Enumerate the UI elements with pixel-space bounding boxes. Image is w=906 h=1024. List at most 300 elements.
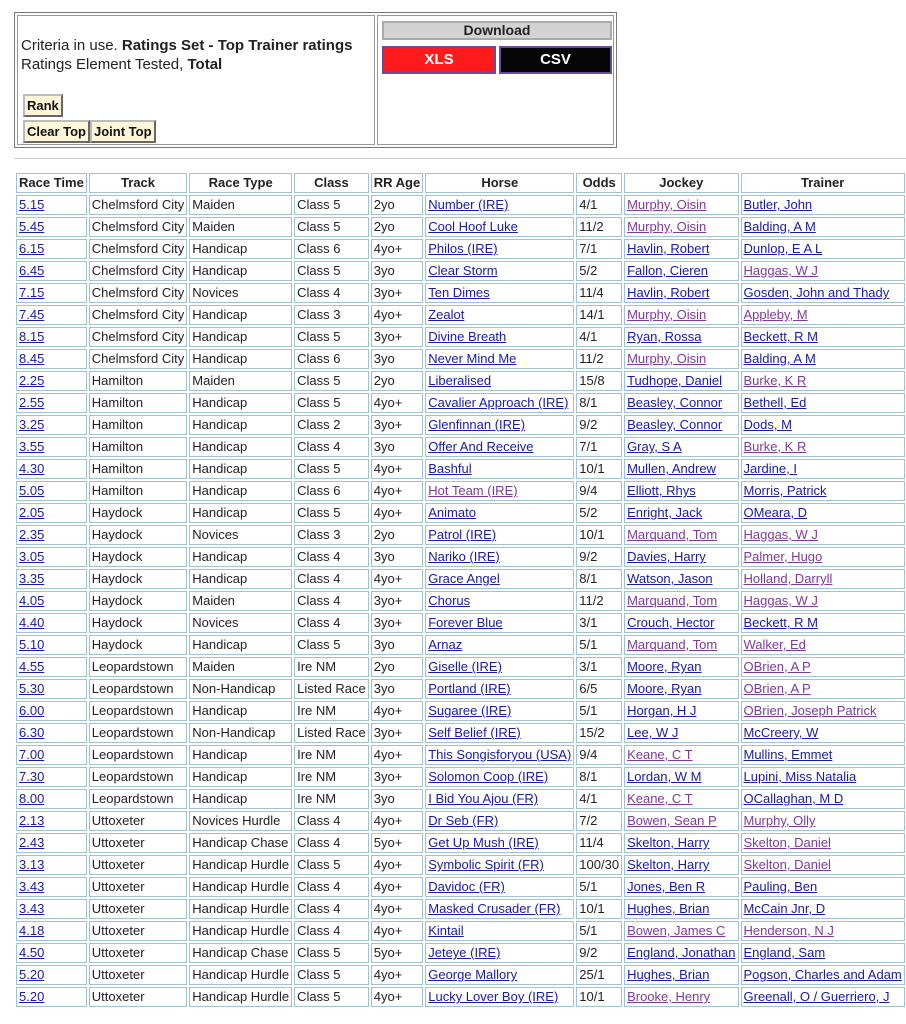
race-time-link[interactable]: 6.15 — [19, 241, 45, 256]
race-time-link[interactable]: 5.20 — [19, 967, 45, 982]
class-cell: Class 5 — [294, 393, 369, 413]
horse-link[interactable]: Liberalised — [428, 373, 492, 388]
trainer-cell — [741, 635, 905, 655]
class-cell: Class 4 — [294, 283, 369, 303]
horse-cell — [425, 811, 574, 831]
trainer-link[interactable]: Skelton, Daniel — [743, 857, 831, 872]
trainer-cell — [741, 481, 905, 501]
track-cell: Leopardstown — [89, 679, 187, 699]
jockey-link[interactable]: Murphy, Oisin — [627, 307, 707, 322]
race-time-cell — [16, 591, 87, 611]
jockey-cell — [624, 525, 738, 545]
horse-link[interactable]: Lucky Lover Boy (IRE) — [428, 989, 559, 1004]
jockey-link[interactable]: Hughes, Brian — [627, 901, 710, 916]
trainer-link[interactable]: Beckett, R M — [743, 615, 818, 630]
clear-top-button[interactable]: Clear Top — [23, 120, 90, 143]
trainer-link[interactable]: Pogson, Charles and Adam — [743, 967, 902, 982]
track-cell: Haydock — [89, 525, 187, 545]
horse-link[interactable]: Animato — [428, 505, 476, 520]
class-cell: Class 3 — [294, 525, 369, 545]
trainer-link[interactable]: England, Sam — [743, 945, 826, 960]
trainer-link[interactable]: Greenall, O / Guerriero, J — [743, 989, 890, 1004]
race-type-cell: Handicap Hurdle — [189, 855, 292, 875]
race-time-link[interactable]: 5.45 — [19, 219, 45, 234]
horse-link[interactable]: Bashful — [428, 461, 472, 476]
horse-link[interactable]: Portland (IRE) — [428, 681, 511, 696]
jockey-link[interactable]: Crouch, Hector — [627, 615, 715, 630]
race-time-link[interactable]: 4.55 — [19, 659, 45, 674]
horse-link[interactable]: Nariko (IRE) — [428, 549, 500, 564]
odds-cell: 100/30 — [576, 855, 622, 875]
odds-cell: 4/1 — [576, 195, 622, 215]
horse-cell — [425, 569, 574, 589]
class-cell: Ire NM — [294, 789, 369, 809]
jockey-link[interactable]: Murphy, Oisin — [627, 351, 707, 366]
trainer-link[interactable]: OCallaghan, M D — [743, 791, 844, 806]
trainer-link[interactable]: Holland, Darryll — [743, 571, 833, 586]
race-time-link[interactable]: 8.15 — [19, 329, 45, 344]
trainer-cell — [741, 239, 905, 259]
trainer-link[interactable]: Lupini, Miss Natalia — [743, 769, 857, 784]
trainer-cell — [741, 679, 905, 699]
horse-link[interactable]: Cool Hoof Luke — [428, 219, 518, 234]
race-type-cell: Handicap — [189, 767, 292, 787]
race-type-cell: Handicap Hurdle — [189, 877, 292, 897]
jockey-link[interactable]: Murphy, Oisin — [627, 219, 707, 234]
jockey-link[interactable]: Moore, Ryan — [627, 659, 702, 674]
race-time-link[interactable]: 5.05 — [19, 483, 45, 498]
header-rr-age[interactable]: RR Age — [371, 173, 423, 193]
track-cell: Haydock — [89, 591, 187, 611]
odds-cell: 8/1 — [576, 569, 622, 589]
trainer-cell — [741, 327, 905, 347]
horse-link[interactable]: Cavalier Approach (IRE) — [428, 395, 569, 410]
xls-download-button[interactable]: XLS — [382, 46, 496, 74]
horse-cell — [425, 855, 574, 875]
race-time-cell — [16, 877, 87, 897]
race-time-link[interactable]: 3.25 — [19, 417, 45, 432]
race-time-cell — [16, 899, 87, 919]
race-time-link[interactable]: 5.20 — [19, 989, 45, 1004]
race-type-cell: Handicap Chase — [189, 943, 292, 963]
race-time-link[interactable]: 6.45 — [19, 263, 45, 278]
race-time-cell — [16, 217, 87, 237]
jockey-link[interactable]: Ryan, Rossa — [627, 329, 702, 344]
rr-age-cell: 4yo+ — [371, 239, 423, 259]
horse-link[interactable]: Dr Seb (FR) — [428, 813, 499, 828]
table-row — [16, 921, 905, 941]
trainer-link[interactable]: Gosden, John and Thady — [743, 285, 890, 300]
track-cell: Chelmsford City — [89, 283, 187, 303]
odds-cell: 10/1 — [576, 987, 622, 1007]
table-row — [16, 525, 905, 545]
track-cell: Leopardstown — [89, 767, 187, 787]
horse-link[interactable]: Hot Team (IRE) — [428, 483, 518, 498]
horse-link[interactable]: Philos (IRE) — [428, 241, 498, 256]
race-time-link[interactable]: 2.43 — [19, 835, 45, 850]
race-time-link[interactable]: 4.18 — [19, 923, 45, 938]
horse-cell — [425, 943, 574, 963]
horse-link[interactable]: Jeteye (IRE) — [428, 945, 501, 960]
track-cell: Uttoxeter — [89, 811, 187, 831]
csv-download-button[interactable]: CSV — [499, 46, 612, 74]
horse-link[interactable]: Glenfinnan (IRE) — [428, 417, 526, 432]
race-time-link[interactable]: 7.15 — [19, 285, 45, 300]
race-time-link[interactable]: 5.10 — [19, 637, 45, 652]
trainer-link[interactable]: Burke, K R — [743, 373, 807, 388]
jockey-link[interactable]: Marquand, Tom — [627, 637, 718, 652]
race-type-cell: Handicap — [189, 635, 292, 655]
header-race-time[interactable]: Race Time — [16, 173, 87, 193]
horse-link[interactable]: Patrol (IRE) — [428, 527, 497, 542]
jockey-link[interactable]: Beasley, Connor — [627, 395, 723, 410]
horse-link[interactable]: George Mallory — [428, 967, 518, 982]
table-row — [16, 459, 905, 479]
track-cell: Chelmsford City — [89, 349, 187, 369]
odds-cell: 5/1 — [576, 635, 622, 655]
class-cell: Class 5 — [294, 503, 369, 523]
trainer-cell — [741, 415, 905, 435]
track-cell: Leopardstown — [89, 657, 187, 677]
trainer-link[interactable]: Haggas, W J — [743, 263, 818, 278]
trainer-link[interactable]: Palmer, Hugo — [743, 549, 823, 564]
race-time-link[interactable]: 7.00 — [19, 747, 45, 762]
rr-age-cell: 5yo+ — [371, 833, 423, 853]
race-type-cell: Handicap Hurdle — [189, 987, 292, 1007]
header-class[interactable]: Class — [294, 173, 369, 193]
horse-link[interactable]: Kintail — [428, 923, 464, 938]
trainer-link[interactable]: Bethell, Ed — [743, 395, 807, 410]
race-type-cell: Handicap — [189, 745, 292, 765]
table-row — [16, 833, 905, 853]
trainer-link[interactable]: Henderson, N J — [743, 923, 834, 938]
race-time-link[interactable]: 2.13 — [19, 813, 45, 828]
criteria-panel — [14, 12, 617, 148]
race-time-link[interactable]: 6.30 — [19, 725, 45, 740]
horse-cell — [425, 327, 574, 347]
odds-cell: 10/1 — [576, 899, 622, 919]
trainer-cell — [741, 503, 905, 523]
jockey-link[interactable]: Havlin, Robert — [627, 285, 710, 300]
race-time-link[interactable]: 8.00 — [19, 791, 45, 806]
race-time-link[interactable]: 4.40 — [19, 615, 45, 630]
track-cell: Uttoxeter — [89, 877, 187, 897]
jockey-link[interactable]: Moore, Ryan — [627, 681, 702, 696]
class-cell: Class 4 — [294, 921, 369, 941]
rr-age-cell: 3yo+ — [371, 415, 423, 435]
track-cell: Haydock — [89, 547, 187, 567]
jockey-link[interactable]: Bowen, Sean P — [627, 813, 717, 828]
odds-cell: 6/5 — [576, 679, 622, 699]
horse-link[interactable]: Clear Storm — [428, 263, 498, 278]
race-time-link[interactable]: 5.30 — [19, 681, 45, 696]
trainer-link[interactable]: Balding, A M — [743, 219, 816, 234]
jockey-link[interactable]: Bowen, James C — [627, 923, 726, 938]
jockey-cell — [624, 393, 738, 413]
class-cell: Class 6 — [294, 239, 369, 259]
jockey-cell — [624, 503, 738, 523]
header-horse[interactable]: Horse — [425, 173, 574, 193]
trainer-cell — [741, 591, 905, 611]
horse-cell — [425, 503, 574, 523]
class-cell: Listed Race — [294, 723, 369, 743]
horse-link[interactable]: Divine Breath — [428, 329, 507, 344]
jockey-link[interactable]: Elliott, Rhys — [627, 483, 696, 498]
horse-link[interactable]: Number (IRE) — [428, 197, 509, 212]
jockey-link[interactable]: Watson, Jason — [627, 571, 713, 586]
jockey-link[interactable]: Gray, S A — [627, 439, 682, 454]
jockey-link[interactable]: Hughes, Brian — [627, 967, 710, 982]
rr-age-cell: 4yo+ — [371, 305, 423, 325]
rr-age-cell: 5yo+ — [371, 943, 423, 963]
jockey-cell — [624, 569, 738, 589]
jockey-link[interactable]: Fallon, Cieren — [627, 263, 708, 278]
race-time-link[interactable]: 3.13 — [19, 857, 45, 872]
horse-link[interactable]: Masked Crusader (FR) — [428, 901, 561, 916]
race-type-cell: Handicap — [189, 459, 292, 479]
jockey-link[interactable]: Skelton, Harry — [627, 857, 710, 872]
odds-cell: 5/1 — [576, 701, 622, 721]
track-cell: Hamilton — [89, 437, 187, 457]
trainer-link[interactable]: Jardine, I — [743, 461, 797, 476]
race-time-link[interactable]: 3.55 — [19, 439, 45, 454]
jockey-link[interactable]: Murphy, Oisin — [627, 197, 707, 212]
trainer-link[interactable]: Balding, A M — [743, 351, 816, 366]
odds-cell: 5/1 — [576, 877, 622, 897]
horse-link[interactable]: Solomon Coop (IRE) — [428, 769, 549, 784]
header-trainer[interactable]: Trainer — [741, 173, 905, 193]
horse-link[interactable]: Get Up Mush (IRE) — [428, 835, 539, 850]
trainer-link[interactable]: OBrien, A P — [743, 681, 811, 696]
horse-link[interactable]: Grace Angel — [428, 571, 500, 586]
element-prefix: Ratings Element Tested, — [21, 56, 188, 73]
table-row — [16, 327, 905, 347]
table-row — [16, 393, 905, 413]
race-time-link[interactable]: 8.45 — [19, 351, 45, 366]
table-row — [16, 481, 905, 501]
track-cell: Leopardstown — [89, 723, 187, 743]
rr-age-cell: 4yo+ — [371, 921, 423, 941]
jockey-link[interactable]: Keane, C T — [627, 791, 693, 806]
jockey-cell — [624, 195, 738, 215]
race-type-cell: Novices Hurdle — [189, 811, 292, 831]
trainer-link[interactable]: OMeara, D — [743, 505, 808, 520]
trainer-link[interactable]: Dunlop, E A L — [743, 241, 823, 256]
horse-link[interactable]: Sugaree (IRE) — [428, 703, 512, 718]
jockey-link[interactable]: Marquand, Tom — [627, 527, 718, 542]
race-time-cell — [16, 459, 87, 479]
race-time-link[interactable]: 2.55 — [19, 395, 45, 410]
trainer-link[interactable]: Mullins, Emmet — [743, 747, 833, 762]
header-jockey[interactable]: Jockey — [624, 173, 738, 193]
trainer-link[interactable]: Walker, Ed — [743, 637, 806, 652]
trainer-link[interactable]: Haggas, W J — [743, 593, 818, 608]
table-row — [16, 701, 905, 721]
odds-cell: 15/8 — [576, 371, 622, 391]
race-time-link[interactable]: 3.35 — [19, 571, 45, 586]
rr-age-cell: 4yo+ — [371, 855, 423, 875]
race-time-link[interactable]: 3.05 — [19, 549, 45, 564]
race-time-link[interactable]: 2.25 — [19, 373, 45, 388]
trainer-link[interactable]: McCain Jnr, D — [743, 901, 826, 916]
trainer-link[interactable]: Appleby, M — [743, 307, 808, 322]
horse-cell — [425, 767, 574, 787]
rank-button[interactable]: Rank — [23, 94, 63, 117]
joint-top-button[interactable]: Joint Top — [90, 120, 156, 143]
race-time-cell — [16, 635, 87, 655]
trainer-cell — [741, 525, 905, 545]
ratings-set: Ratings Set - Top Trainer ratings — [121, 37, 353, 54]
trainer-link[interactable]: Morris, Patrick — [743, 483, 827, 498]
track-cell: Hamilton — [89, 371, 187, 391]
race-time-cell — [16, 701, 87, 721]
class-cell: Class 5 — [294, 327, 369, 347]
jockey-link[interactable]: Brooke, Henry — [627, 989, 711, 1004]
table-row — [16, 855, 905, 875]
table-row — [16, 811, 905, 831]
race-time-link[interactable]: 2.35 — [19, 527, 45, 542]
trainer-cell — [741, 943, 905, 963]
criteria-line-1 — [21, 36, 374, 55]
race-type-cell: Handicap — [189, 701, 292, 721]
class-cell: Class 2 — [294, 415, 369, 435]
race-time-link[interactable]: 3.43 — [19, 901, 45, 916]
trainer-cell — [741, 833, 905, 853]
horse-link[interactable]: Chorus — [428, 593, 471, 608]
race-time-cell — [16, 503, 87, 523]
horse-link[interactable]: I Bid You Ajou (FR) — [428, 791, 539, 806]
criteria-prefix: Criteria in use. — [21, 37, 122, 54]
trainer-link[interactable]: Murphy, Olly — [743, 813, 816, 828]
trainer-link[interactable]: Haggas, W J — [743, 527, 818, 542]
jockey-link[interactable]: Lee, W J — [627, 725, 679, 740]
horse-link[interactable]: Ten Dimes — [428, 285, 490, 300]
table-row — [16, 987, 905, 1007]
trainer-cell — [741, 921, 905, 941]
jockey-cell — [624, 217, 738, 237]
header-odds[interactable]: Odds — [576, 173, 622, 193]
rr-age-cell: 3yo — [371, 547, 423, 567]
race-time-link[interactable]: 2.05 — [19, 505, 45, 520]
table-row — [16, 745, 905, 765]
trainer-link[interactable]: Pauling, Ben — [743, 879, 818, 894]
race-time-link[interactable]: 3.43 — [19, 879, 45, 894]
jockey-cell — [624, 921, 738, 941]
race-time-link[interactable]: 4.05 — [19, 593, 45, 608]
class-cell: Ire NM — [294, 767, 369, 787]
horse-cell — [425, 965, 574, 985]
race-time-cell — [16, 943, 87, 963]
jockey-link[interactable]: Jones, Ben R — [627, 879, 706, 894]
race-time-cell — [16, 855, 87, 875]
horse-cell — [425, 217, 574, 237]
race-time-link[interactable]: 7.30 — [19, 769, 45, 784]
jockey-cell — [624, 701, 738, 721]
class-cell: Ire NM — [294, 745, 369, 765]
race-time-link[interactable]: 4.30 — [19, 461, 45, 476]
trainer-link[interactable]: Butler, John — [743, 197, 813, 212]
horse-link[interactable]: This Songisforyou (USA) — [428, 747, 572, 762]
trainer-link[interactable]: OBrien, A P — [743, 659, 811, 674]
header-race-type[interactable]: Race Type — [189, 173, 292, 193]
jockey-link[interactable]: Tudhope, Daniel — [627, 373, 722, 388]
horse-link[interactable]: Davidoc (FR) — [428, 879, 505, 894]
horse-link[interactable]: Offer And Receive — [428, 439, 534, 454]
race-type-cell: Handicap Hurdle — [189, 899, 292, 919]
trainer-link[interactable]: McCreery, W — [743, 725, 819, 740]
jockey-link[interactable]: Davies, Harry — [627, 549, 706, 564]
race-time-cell — [16, 261, 87, 281]
header-track[interactable]: Track — [89, 173, 187, 193]
horse-cell — [425, 591, 574, 611]
horse-link[interactable]: Giselle (IRE) — [428, 659, 502, 674]
trainer-cell — [741, 613, 905, 633]
horse-link[interactable]: Forever Blue — [428, 615, 503, 630]
rr-age-cell: 3yo — [371, 635, 423, 655]
class-cell: Ire NM — [294, 657, 369, 677]
jockey-link[interactable]: Lordan, W M — [627, 769, 702, 784]
class-cell: Class 5 — [294, 987, 369, 1007]
class-cell: Class 4 — [294, 613, 369, 633]
race-time-cell — [16, 195, 87, 215]
jockey-link[interactable]: Marquand, Tom — [627, 593, 718, 608]
jockey-link[interactable]: Enright, Jack — [627, 505, 703, 520]
trainer-link[interactable]: Dods, M — [743, 417, 792, 432]
race-time-cell — [16, 437, 87, 457]
race-time-link[interactable]: 6.00 — [19, 703, 45, 718]
race-time-link[interactable]: 4.50 — [19, 945, 45, 960]
rr-age-cell: 3yo — [371, 437, 423, 457]
track-cell: Leopardstown — [89, 745, 187, 765]
trainer-link[interactable]: OBrien, Joseph Patrick — [743, 703, 877, 718]
trainer-cell — [741, 547, 905, 567]
odds-cell: 10/1 — [576, 459, 622, 479]
horse-link[interactable]: Self Belief (IRE) — [428, 725, 521, 740]
trainer-link[interactable]: Burke, K R — [743, 439, 807, 454]
horse-link[interactable]: Symbolic Spirit (FR) — [428, 857, 544, 872]
odds-cell: 3/1 — [576, 657, 622, 677]
race-time-link[interactable]: 7.45 — [19, 307, 45, 322]
horse-cell — [425, 833, 574, 853]
table-row — [16, 217, 905, 237]
jockey-link[interactable]: Keane, C T — [627, 747, 693, 762]
jockey-cell — [624, 657, 738, 677]
rr-age-cell: 4yo+ — [371, 811, 423, 831]
horse-link[interactable]: Zealot — [428, 307, 465, 322]
jockey-link[interactable]: Skelton, Harry — [627, 835, 710, 850]
jockey-link[interactable]: Horgan, H J — [627, 703, 697, 718]
race-time-cell — [16, 679, 87, 699]
table-row — [16, 415, 905, 435]
horse-link[interactable]: Never Mind Me — [428, 351, 517, 366]
rr-age-cell: 4yo+ — [371, 701, 423, 721]
jockey-link[interactable]: Beasley, Connor — [627, 417, 723, 432]
race-time-cell — [16, 349, 87, 369]
race-type-cell: Handicap — [189, 415, 292, 435]
class-cell: Class 4 — [294, 569, 369, 589]
class-cell: Class 5 — [294, 371, 369, 391]
jockey-link[interactable]: Mullen, Andrew — [627, 461, 716, 476]
horse-cell — [425, 657, 574, 677]
trainer-link[interactable]: Beckett, R M — [743, 329, 818, 344]
track-cell: Hamilton — [89, 415, 187, 435]
trainer-link[interactable]: Skelton, Daniel — [743, 835, 831, 850]
table-row — [16, 283, 905, 303]
jockey-link[interactable]: England, Jonathan — [627, 945, 736, 960]
race-time-link[interactable]: 5.15 — [19, 197, 45, 212]
horse-link[interactable]: Arnaz — [428, 637, 463, 652]
jockey-link[interactable]: Havlin, Robert — [627, 241, 710, 256]
